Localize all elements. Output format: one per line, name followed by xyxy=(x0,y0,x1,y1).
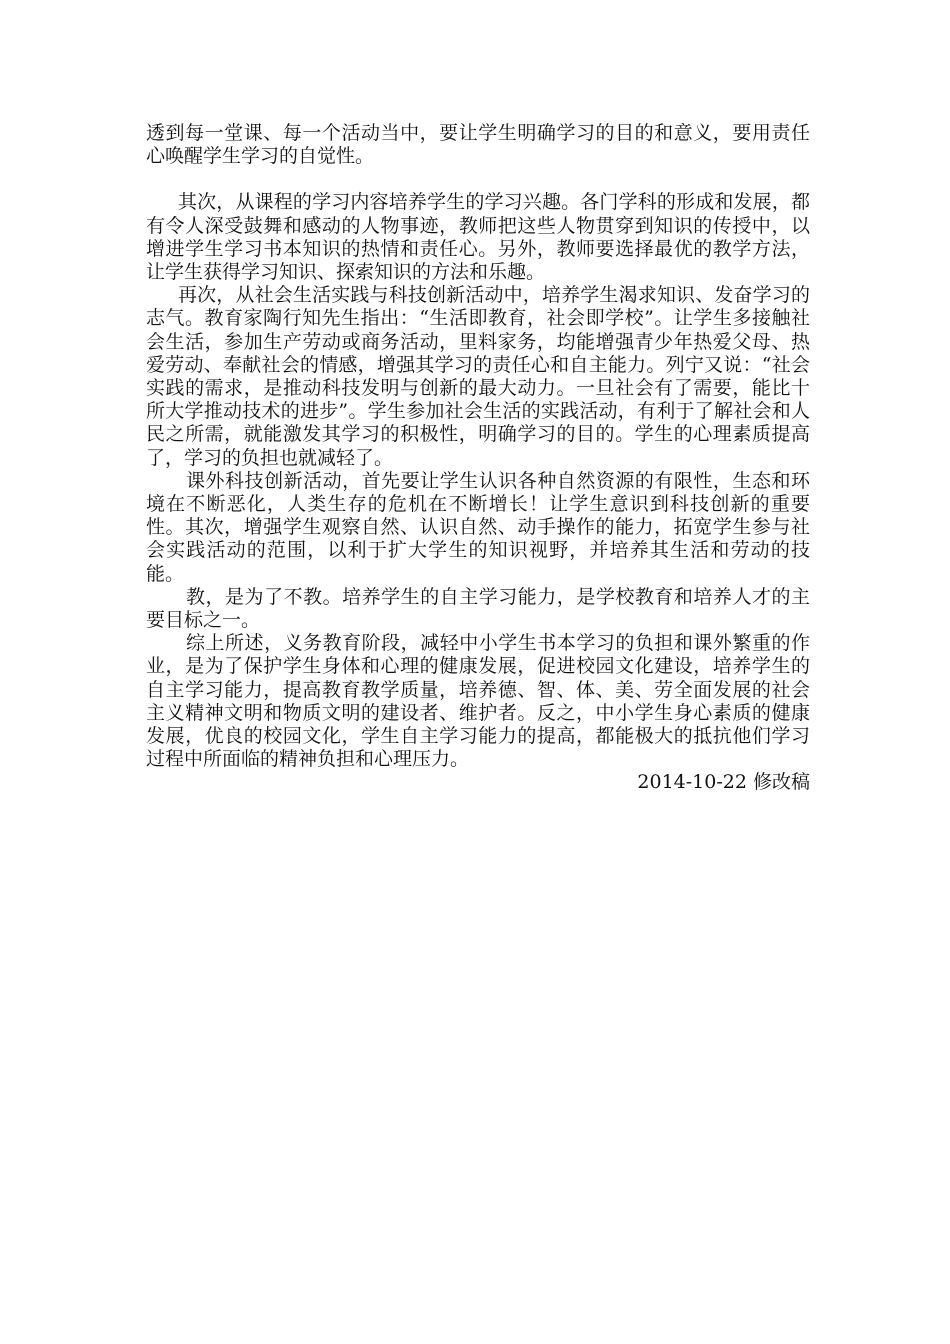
paragraph-continuation: 透到每一堂课、每一个活动当中，要让学生明确学习的目的和意义，要用责任心唤醒学生学习的自觉性。 xyxy=(146,122,810,168)
document-body xyxy=(146,122,810,795)
revision-date: 2014-10-22 修改稿 xyxy=(637,771,810,794)
paragraph-tech-innovation: 课外科技创新活动，首先要让学生认识各种自然资源的有限性，生态和环境在不断恶化，人类生存的危机在不断增长！让学生意识到科技创新的重要性。其次，增强学生观察自然、认识自然、动手操作的能力，拓宽学生参与社会实践活动的范围，以利于扩大学生的知识视野，并培养其生活和劳动的技能。 xyxy=(146,469,810,585)
paragraph-teaching-goal: 教，是为了不教。培养学生的自主学习能力，是学校教育和培养人才的主要目标之一。 xyxy=(146,585,810,632)
paragraph-social-practice: 再次，从社会生活实践与科技创新活动中，培养学生渴求知识、发奋学习的志气。教育家陶行知先生指出：“生活即教育，社会即学校”。让学生多接触社会生活，参加生产劳动或商务活动，里料家务，均能增强青少年热爱父母、热爱劳动、奉献社会的情感，增强其学习的责任心和自主能力。列宁又说：“社会实践的需求，是推动科技发明与创新的最大动力。一旦社会有了需要，能比十所大学推动技术的进步”。学生参加社会生活的实践活动，有利于了解社会和人民之所需，就能激发其学习的积极性，明确学习的目的。学生的心理素质提高了，学习的负担也就减轻了。 xyxy=(146,284,810,469)
paragraph-conclusion: 综上所述，义务教育阶段，减轻中小学生书本学习的负担和课外繁重的作业，是为了保护学生身体和心理的健康发展，促进校园文化建设，培养学生的自主学习能力，提高教育教学质量，培养德、智、体、美、劳全面发展的社会主义精神文明和物质文明的建设者、维护者。反之，中小学生身心素质的健康发展，优良的校园文化，学生自主学习能力的提高，都能极大的抵抗他们学习过程中所面临的精神负担和心理压力。 xyxy=(146,632,810,771)
paragraph-course-interest: 其次，从课程的学习内容培养学生的学习兴趣。各门学科的形成和发展，都有令人深受鼓舞和感动的人物事迹，教师把这些人物贯穿到知识的传授中，以增进学生学习书本知识的热情和责任心。另外，教师要选择最优的教学方法，让学生获得学习知识、探索知识的方法和乐趣。 xyxy=(146,191,810,284)
